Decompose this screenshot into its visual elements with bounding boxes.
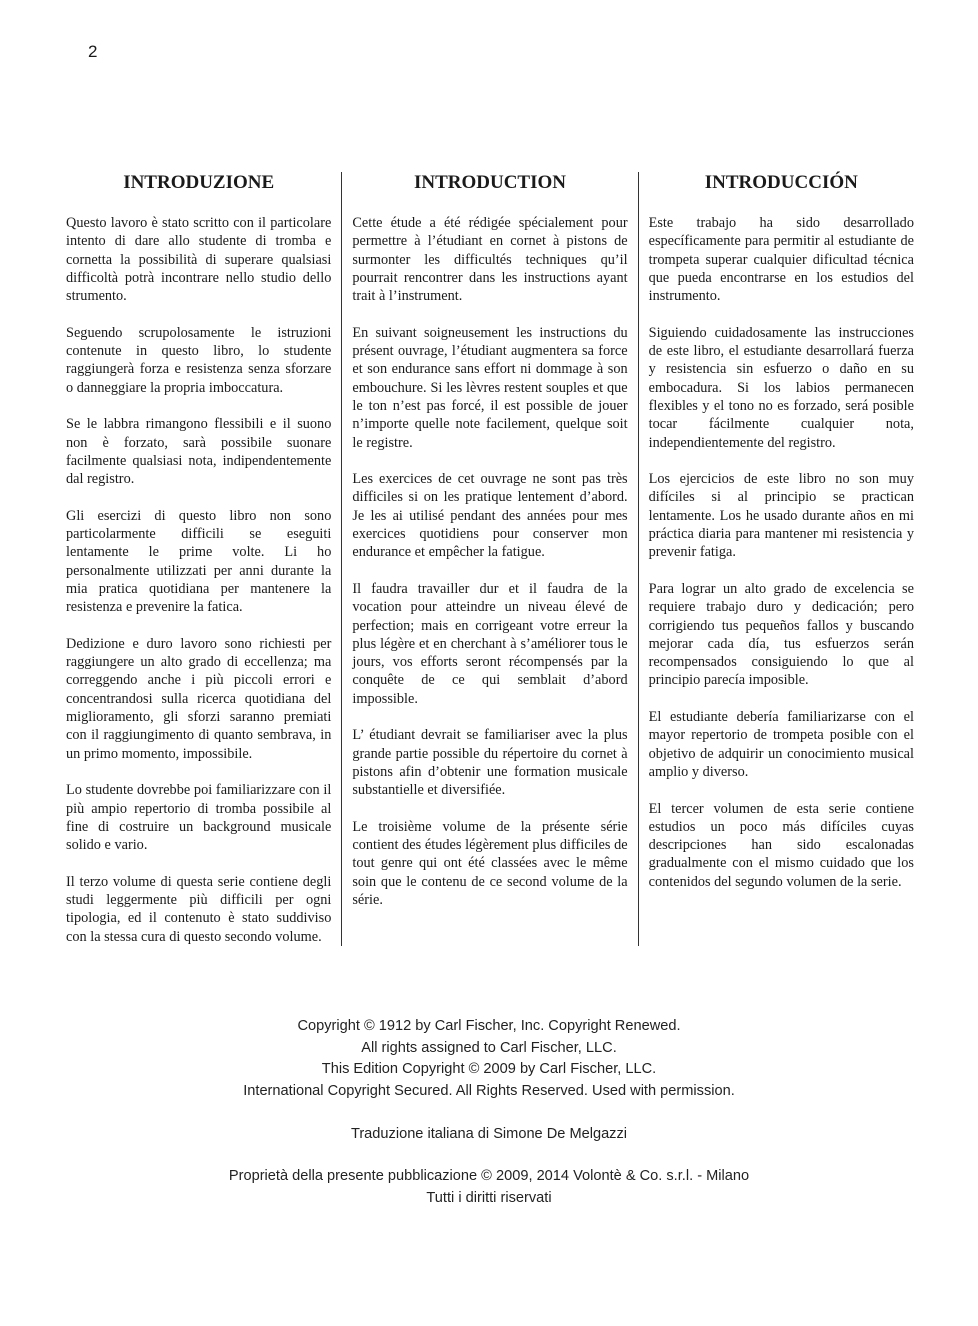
- paragraph: Los ejercicios de este libro no son muy difíciles si al principio se practican lentamente. Los he usado durante años en mi práctica diaria para mantener mi resistencia y prevenir fatiga.: [648, 471, 914, 561]
- paragraph: Les exercices de cet ouvrage ne sont pas très difficiles si on les pratique lentement d’abord. Je les ai utilisé pendant des années pour mes exercices quotidiens pour conserver mon endurance et empêcher la fatigue.: [352, 471, 628, 561]
- paragraph: Seguendo scrupolosamente le istruzioni contenute in questo libro, lo studente raggiungerà forza e resistenza senza sforzare o danneggiare la propria imboccatura.: [66, 324, 332, 396]
- page-number: 2: [88, 42, 98, 61]
- column-french: [342, 172, 637, 964]
- copyright-line: This Edition Copyright © 2009 by Carl Fischer, LLC.: [321, 1061, 657, 1077]
- paragraph: Gli esercizi di questo libro non sono particolarmente difficili se eseguiti lentamente le prime volte. Li ho personalmente utilizzati per anni durante la mia pratica quotidiana per mantenere la resistenza e prevenire la fatica.: [66, 507, 332, 616]
- paragraph: Lo studente dovrebbe poi familiarizzare con il più ampio repertorio di tromba possibile al fine di costruire un background musicale solido e vario.: [66, 782, 332, 854]
- copyright-line: Copyright © 1912 by Carl Fischer, Inc. Copyright Renewed.: [297, 1018, 681, 1034]
- paragraph: Este trabajo ha sido desarrollado específicamente para permitir al estudiante de trompeta superar cualquier dificultad técnica que pueda encontrarse en los estudios del instrumento.: [648, 215, 914, 305]
- paragraph: Para lograr un alto grado de excelencia se requiere trabajo duro y dedicación; pero corrigiendo tus pequeños fallos y buscando mejorar cada día, tus esfuerzos serán recompensados consiguiendo lo que al principio parecía imposible.: [648, 580, 914, 689]
- column-title-spanish: INTRODUCCIÓN: [704, 172, 858, 193]
- copyright-line: International Copyright Secured. All Rights Reserved. Used with permission.: [243, 1082, 735, 1099]
- column-italian: [66, 172, 341, 964]
- paragraph: En suivant soigneusement les instructions du présent ouvrage, l’étudiant augmentera sa force et son endurance sans effort ni dommage à son embouchure. Si les lèvres restent souples et que le ton n’est pas forcé, il est possible de jouer n’importe quelle note facilement, quelque soit le registre.: [352, 324, 628, 451]
- paragraph: Se le labbra rimangono flessibili e il suono non è forzato, sarà possibile suonare facilmente qualsiasi nota, indipendentemente dal registro.: [66, 416, 332, 488]
- paragraph: L’ étudiant devrait se familiariser avec la plus grande partie possible du répertoire du cornet à pistons afin d’obtenir une formation musicale substantielle et diversifiée.: [352, 727, 628, 799]
- paragraph: Il faudra travailler dur et il faudra de la vocation pour atteindre un niveau élevé de perfection; mais en corrigeant votre erreur la plus légère et en cherchant à s’améliorer tous le jours, vos efforts seront récompensés par la conquête de ce qui semblait d’abord impossible.: [352, 580, 628, 707]
- paragraph: Il terzo volume di questa serie contiene degli studi leggermente più difficili per ogni tipologia, ed il contenuto è stato suddiviso con la stessa cura di questo secondo volume.: [66, 873, 332, 945]
- paragraph: Dedizione e duro lavoro sono richiesti per raggiungere un alto grado di eccellenza; ma correggendo anche i più piccoli errori e concentrandosi sulla ricerca quotidiana del miglioramento, gli sforzi saranno premiati con il raggiungimento di quanto sembrava, in un primo momento, impossibile.: [66, 635, 332, 762]
- copyright-line: All rights assigned to Carl Fischer, LLC.: [361, 1039, 617, 1056]
- column-spanish: [639, 172, 914, 964]
- introduction-columns: [66, 172, 914, 964]
- property-line: Tutti i diritti riservati: [426, 1189, 552, 1206]
- paragraph: Cette étude a été rédigée spécialement pour permettre à l’étudiant en cornet à pistons de surmonter les difficultés techniques qu’il pourrait rencontrer dans les instructions ayant trait à l’instrument.: [352, 215, 628, 305]
- translation-credit: Traduzione italiana di Simone De Melgazzi: [350, 1126, 628, 1142]
- column-title-italian: INTRODUZIONE: [123, 172, 275, 193]
- paragraph: Le troisième volume de la présente série contient des études légèrement plus difficiles de tout genre qui ont été classées avec le même soin que le contenu de ce second volume de la série.: [352, 818, 628, 908]
- paragraph: El estudiante debería familiarizarse con el mayor repertorio de trompeta posible con el objetivo de adquirir un conocimiento musical amplio y diverso.: [648, 709, 914, 780]
- column-title-french: INTRODUCTION: [413, 172, 566, 193]
- copyright-notice: [0, 1016, 978, 1102]
- paragraph: Questo lavoro è stato scritto con il particolare intento di dare allo studente di tromba e cornetta la possibilità di superare qualsiasi difficoltà potrà incontrare nello studio dello strumento.: [66, 215, 332, 305]
- property-line: Proprietà della presente pubblicazione © 2009, 2014 Volontè & Co. s.r.l. - Milano: [228, 1168, 750, 1184]
- publisher-property-notice: [0, 1166, 978, 1209]
- paragraph: Siguiendo cuidadosamente las instrucciones de este libro, el estudiante desarrollará fuerza y resistencia sin esfuerzo o daño en su embocadura. Si los labios permanecen flexibles y el tono no es forzado, será posible tocar fácilmente cualquier nota, independientemente del registro.: [648, 324, 914, 451]
- paragraph: El tercer volumen de esta serie contiene estudios un poco más difíciles cuyas descripciones han sido escalonadas gradualmente con el mismo cuidado que los contenidos del segundo volumen de la serie.: [648, 800, 914, 890]
